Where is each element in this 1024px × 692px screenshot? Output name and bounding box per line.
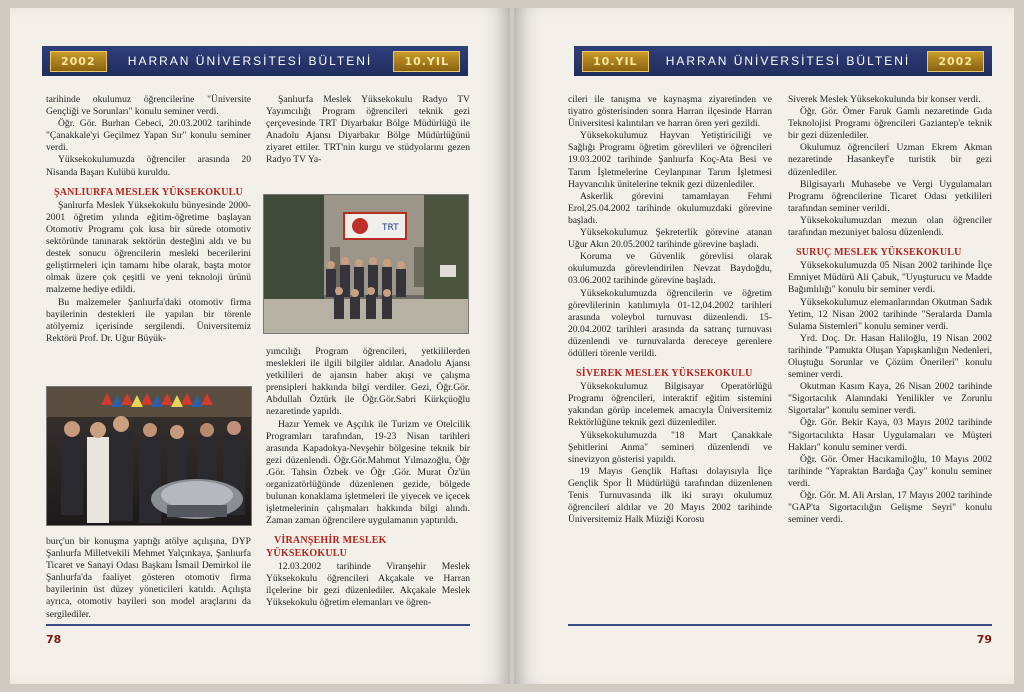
photo-workshop-image bbox=[47, 387, 251, 525]
paragraph: Bu malzemeler Şanlıurfa'daki otomotiv firma bayilerinin destekleri ile yapılan bir törenle atölyemiz içerisinde sergilendi. Üniversitemiz Rektörü Prof. Dr. Uğur Büyük- bbox=[46, 296, 251, 344]
paragraph: Öğr. Gör. Ömer Hacıkamiloğlu, 10 Mayıs 2002 tarihinde "Yapraktan Bardağa Çay" konulu seminer verdi. bbox=[788, 453, 992, 489]
section-heading: ŞANLIURFA MESLEK YÜKSEKOKULU bbox=[54, 186, 243, 198]
paragraph: Şanlıurfa Meslek Yüksekokulu Radyo TV Yayımcılığı Program öğrencileri teknik gezi çerçevesinde TRT Diyarbakır Bölge Müdürlüğü ile Anadolu Ajansı Diyarbakır Bölge Müdürlüğünü ziyaret ettiler. TRT'nin kurgu ve stüdyolarını gezen Radyo TV Ya- bbox=[266, 94, 470, 166]
year-badge: 2002 bbox=[927, 51, 984, 72]
column-left-2-top bbox=[266, 94, 470, 167]
paragraph: Yrd. Doç. Dr. Hasan Haliloğlu, 19 Nisan 2002 tarihinde "Pamukta Oluşan Yapışkanlığın Nedenleri, Oluştuğu Sorunlar ve Çözüm Önerileri" konulu seminer verdi. bbox=[788, 332, 992, 381]
footer-rule-left bbox=[46, 624, 470, 626]
bulletin-title: HARRAN ÜNİVERSİTESİ BÜLTENİ bbox=[127, 54, 373, 68]
paragraph: Yüksekokulumuz Bilgisayar Operatörlüğü Programı öğrencileri, interaktif eğitim sistemini yakından görüp incelemek amacıyla Üniversitemiz Rektörlüğüne teknik gezi düzenlediler. bbox=[568, 381, 772, 429]
edition-badge: 10.YIL bbox=[393, 51, 460, 72]
column-right-2 bbox=[788, 94, 992, 526]
paragraph: Okutman Kasım Kaya, 26 Nisan 2002 tarihinde "Sigortacılık Alanındaki Yenilikler ve Zorunlu Sigortalar" konulu seminer verdi. bbox=[788, 381, 992, 417]
paragraph: Yüksekokulumuz Hayvan Yetiştiriciliği ve Sağlığı Programı öğretim görevlileri ve öğrencileri 19.03.2002 tarihinde Şanlıurfa Koç-Ata Besi ve Tarım İşletmelerine Ceylanpınar Tarım İşletmesi Hayvancılık ünitelerine teknik gezi düzenlediler. bbox=[568, 130, 772, 190]
year-badge: 2002 bbox=[50, 51, 107, 72]
paragraph: Şanlıurfa Meslek Yüksekokulu bünyesinde 2000-2001 öğretim yılında eğitim-öğretime başlayan Otomotiv Programı çok kısa bir sürede otomotiv sektöründe tanınarak sektörün desteğini aldı ve bu destek sonucu öğrencilerin mesleki becerilerini geliştirmeleri için tamamı hibe olarak, başta motor olmak üzere çok çeşitli ve yeni teknoloji ürünü malzeme hediye edildi. bbox=[46, 199, 251, 296]
header-banner-right bbox=[574, 46, 992, 76]
paragraph: 19 Mayıs Gençlik Haftası dolayısıyla İlçe Gençlik Spor İl Müdürlüğü tarafından düzenlenen Tenis Turnuvasında ilk iki sırayı okulumuz öğrencileri aldılar ve 20 Mayıs 2002 tarihinde Üniversitemiz Halk Müziği Korosu bbox=[568, 465, 772, 526]
column-left-1-bottom bbox=[46, 536, 251, 621]
paragraph: Hazır Yemek ve Aşçılık ile Turizm ve Otelcilik Programları tarafından, 19-23 Nisan tarihleri arasında Kapadokya-Nevşehir bölgesine teknik bir gezi düzenlendi. Öğr.Gör.Mahmut Yılmazoğlu, Öğr .Gör. Tahsin Özbek ve Öğr .Gör. Murat Öz'ün organizatörlüğünde düzenlenen gezide, bölgede bulunan konaklama işletmeleri ile yiyecek ve içecek işletmelerinin çalışmaları hakkında bilgi alındı. Zaman zaman öğrencilere uygulamanın yaptırıldı. bbox=[266, 418, 470, 527]
paragraph: burç'un bir konuşma yaptığı atölye açılışına, DYP Şanlıurfa Milletvekili Mehmet Yalçınkaya, Şanlıurfa Ticaret ve Sanayi Odası Başkanı İsmail Demirkol ile Şanlıurfa'da faaliyet gösteren otomotiv firma bayilerinin üst düzey yöneticileri katıldı. Açılışta ayrıca, otomotiv bayileri son model araçlarını da sergilediler. bbox=[46, 536, 251, 620]
paragraph: Okulumuz öğrencileri Uzman Ekrem Akman nezaretinde Hasankeyf'e turistik bir gezi düzenlediler. bbox=[788, 142, 992, 178]
paragraph: tarihinde okulumuz öğrencilerine "Üniversite Gençliği ve Sorunları" konulu seminer verdi. bbox=[46, 94, 251, 118]
paragraph: yımcılığı Program öğrencileri, yetkililerden meslekleri ile ilgili bilgiler aldılar. Anadolu Ajansı yetkilileri de ajansın haber akışı ve çalışma prensipleri hakkında bilgi verdiler. Gezi, Öğr.Gör. Abdullah Öztürk ile Öğr.Gör.Sabri Kürkçüoğlu nezaretinde yapıldı. bbox=[266, 346, 470, 418]
paragraph: Yüksekokulumuzdan mezun olan öğrenciler tarafından mezuniyet balosu düzenlendi. bbox=[788, 214, 992, 239]
paragraph: Öğr. Gör. Bekir Kaya, 03 Mayıs 2002 tarihinde "Sigortacılıkta Hasar Uygulamaları ve Müşteri Hakları" konulu seminer verdi. bbox=[788, 417, 992, 453]
column-left-1-top bbox=[46, 94, 251, 345]
footer-rule-right bbox=[568, 624, 992, 626]
paragraph: Öğr. Gör. Burhan Cebeci, 20.03.2002 tarihinde "Çanakkale'yi Geçilmez Yapan Sır" konulu seminer verdi. bbox=[46, 118, 251, 154]
paragraph: Yüksekokulumuz Şekreterlik görevine atanan Uğur Akın 20.05.2002 tarihinde görevine başladı. bbox=[568, 227, 772, 251]
paragraph: cileri ile tanışma ve kaynaşma ziyaretinden ve tiyatro gösterisinden sonra Harran ilçesinde Harran Üniversitesi kalıntıları ve harran ören yeri gezildi. bbox=[568, 94, 772, 130]
photo-trt-image bbox=[264, 195, 468, 333]
edition-badge: 10.YIL bbox=[582, 51, 649, 72]
paragraph: Yüksekokulumuzda öğrencilerin ve öğretim görevlilerinin katılımıyla 01-12,04.2002 tarihleri arasında voleybol turnuvası düzenlendi. 15-20.04.2002 tarihleri arasında da satranç turnuvası düzenlendi ve turnuvalarda dereceye gerenlere ödülleri törenle verildi. bbox=[568, 287, 772, 359]
paragraph: Yüksekokulumuzda "18 Mart Çanakkale Şehitlerini Anma" semineri düzenlendi ve sinevizyon gösterisi yapıldı. bbox=[568, 429, 772, 465]
paragraph: Yüksekokulumuzda öğrenciler arasında 20 Nisanda Başarı Kulübü kuruldu. bbox=[46, 154, 251, 178]
header-banner-left bbox=[42, 46, 468, 76]
page-right bbox=[514, 8, 1014, 684]
photo-trt-visit bbox=[263, 194, 469, 334]
column-left-2-bottom bbox=[266, 346, 470, 609]
paragraph: Yüksekokulumuz elemanlarından Okutman Sadık Yetim, 12 Nisan 2002 tarihinde "Seralarda Damla Sulama Sistemleri" konulu seminer verdi. bbox=[788, 296, 992, 332]
paragraph: 12.03.2002 tarihinde Viranşehir Meslek Yüksekokulu öğrencileri Akçakale ve Harran ilçelerine bir gezi düzenlediler. Akçakale Meslek Yüksekokulu öğretim elemanları ve öğren- bbox=[266, 560, 470, 608]
paragraph: Öğr. Gör. Ömer Faruk Gamlı nezaretinde Gıda Teknolojisi Programı öğrencileri Gaziantep'e teknik bir gezi düzenlediler. bbox=[788, 106, 992, 142]
paragraph: Öğr. Gör. M. Ali Arslan, 17 Mayıs 2002 tarihinde "GAP'ta Sigortacılığın Gelişme Seyri" konulu seminer verdi. bbox=[788, 490, 992, 526]
trt-sign-text: TRT bbox=[382, 223, 399, 233]
paragraph: Bilgisayarlı Muhasebe ve Vergi Uygulamaları Programı öğrencilerine Ticaret Odası yetkilileri tarafından seminer verildi. bbox=[788, 178, 992, 214]
bulletin-title: HARRAN ÜNİVERSİTESİ BÜLTENİ bbox=[665, 54, 911, 68]
page-number-right: 79 bbox=[976, 633, 992, 646]
column-right-1 bbox=[568, 94, 772, 526]
paragraph: Koruma ve Güvenlik görevlisi olarak okulumuzda görevlendirilen Nevzat Baydoğdu, 03.06.2002 tarihinde görevine başladı. bbox=[568, 251, 772, 287]
paragraph: Siverek Meslek Yüksekokulunda bir konser verdi. bbox=[788, 94, 981, 105]
page-number-left: 78 bbox=[46, 633, 62, 646]
paragraph: Askerlik görevini tamamlayan Fehmi Erol,25.04.2002 tarihinde okulumuzdaki görevine başladı. bbox=[568, 190, 772, 226]
photo-workshop-opening bbox=[46, 386, 252, 526]
page-left bbox=[10, 8, 510, 684]
paragraph: Yüksekokulumuzda 05 Nisan 2002 tarihinde İlçe Emniyet Müdürü Ali Çabuk, "Uyuşturucu ve Madde Bağımlılığı" konulu bir seminer verdi. bbox=[788, 260, 992, 296]
section-heading: SURUÇ MESLEK YÜKSEKOKULU bbox=[796, 247, 962, 259]
section-heading: VİRANŞEHİR MESLEK YÜKSEKOKULU bbox=[266, 535, 387, 559]
section-heading: SİVEREK MESLEK YÜKSEKOKULU bbox=[576, 368, 753, 380]
